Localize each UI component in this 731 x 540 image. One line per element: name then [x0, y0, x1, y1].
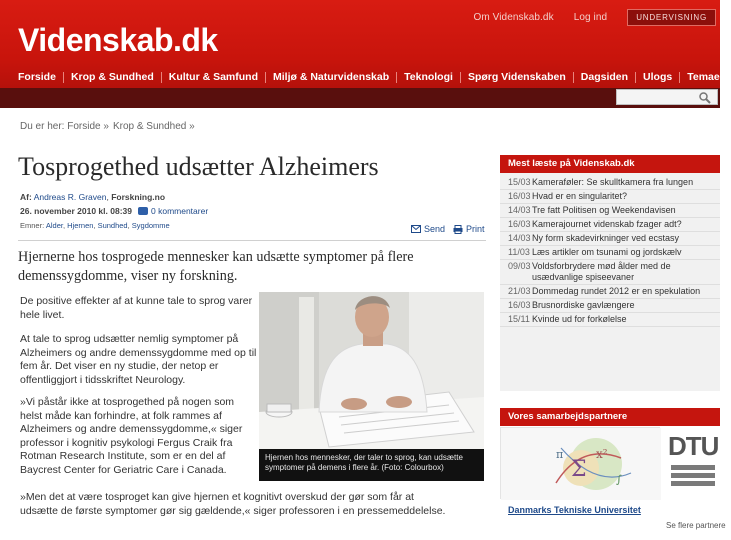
item-date: 09/03	[508, 261, 531, 271]
divider	[18, 240, 486, 241]
list-item[interactable]	[500, 313, 720, 327]
article-paragraph: »Men det at være tosproget kan give hjernen et kognitivt overskud der gør som får at udsætte de første symptomer gør sig gældende,« siger professoren i en pressemeddelelse.	[20, 491, 446, 517]
article-meta	[20, 206, 208, 216]
tag-link[interactable]: Sundhed	[97, 221, 128, 230]
about-link[interactable]: Om Videnskab.dk	[473, 11, 554, 23]
list-item[interactable]	[500, 204, 720, 218]
list-item[interactable]	[500, 299, 720, 313]
article-lede: Hjernerne hos tosprogede mennesker kan udsætte symptomer på flere demenssygdomme, viser ny forskning.	[18, 249, 414, 284]
search-input[interactable]	[616, 89, 718, 105]
photo-caption: Hjernen hos mennesker, der taler to sprog, kan udsætte symptomer på demens i flere år. (Foto: Colourbox)	[259, 449, 484, 481]
most-read-heading: Mest læste på Videnskab.dk	[500, 155, 720, 173]
breadcrumb-home[interactable]: Du er her: Forside »	[20, 121, 109, 132]
svg-text:x²: x²	[596, 447, 608, 461]
send-button[interactable]	[411, 224, 445, 234]
sidebar	[500, 155, 726, 530]
item-title[interactable]: Kvinde ud for forkølelse	[532, 314, 627, 324]
article-paragraph: »Vi påstår ikke at tosprogethed på nogen som helst måde kan forhindre, at folk rammes af Alzheimers og andre demenssygdomme,« siger professor i kognitiv psykologi Fergus Craik fra Rotman Research Institute, som er en del af Baycrest Center for Geriatric Care i Canada.	[20, 396, 243, 476]
item-title[interactable]: Dommedag rundet 2012 er en spekulation	[532, 286, 701, 296]
article-paragraph: At tale to sprog udsætter nemlig symptomer på Alzheimers og andre demenssygdomme med op til fem år. Det viser en ny studie, der netop er offentliggjort i tidsskriftet Neurology.	[20, 333, 257, 386]
comments-link[interactable]: 0 kommentarer	[151, 206, 209, 216]
top-bar	[473, 8, 720, 26]
byline: Af: Andreas R. Graven, Forskning.no	[20, 192, 166, 202]
logo-bar	[671, 481, 715, 486]
item-title[interactable]: Kamerajournet videnskab fzager adt?	[532, 219, 682, 229]
item-date: 21/03	[508, 286, 531, 296]
logo-bar	[671, 465, 715, 470]
item-date: 15/11	[508, 314, 530, 324]
more-partners-link[interactable]: Se flere partnere	[666, 521, 726, 530]
dtu-logo-text: DTU	[668, 431, 719, 461]
dtu-logo[interactable]	[668, 427, 720, 499]
nav-kultur-samfund[interactable]: Kultur & Samfund	[168, 71, 259, 83]
tags: Emner: Alder, Hjernen, Sundhed, Sygdomme	[20, 221, 170, 230]
envelope-icon	[411, 225, 421, 233]
item-title[interactable]: Voldsforbrydere mød ålder med de usædvanlige spiseevaner	[532, 261, 671, 282]
author-link[interactable]: Andreas R. Graven	[33, 192, 107, 202]
item-date: 11/03	[508, 247, 530, 257]
print-label: Print	[466, 224, 485, 234]
list-item[interactable]	[500, 232, 720, 246]
breadcrumb-section[interactable]: Krop & Sundhed »	[112, 121, 195, 132]
search-icon[interactable]	[698, 91, 712, 104]
list-item[interactable]	[500, 176, 720, 190]
partners-heading: Vores samarbejdspartnere	[500, 408, 720, 426]
item-date: 16/03	[508, 219, 531, 229]
list-item[interactable]	[500, 285, 720, 299]
svg-text:Σ: Σ	[571, 457, 587, 482]
print-button[interactable]	[453, 224, 485, 234]
site-header	[0, 0, 724, 108]
main-nav	[0, 69, 731, 85]
nav-forside[interactable]: Forside	[18, 71, 56, 83]
byline-prefix: Af:	[20, 192, 32, 202]
tag-link[interactable]: Hjernen	[67, 221, 94, 230]
list-item[interactable]	[500, 218, 720, 232]
nav-teknologi[interactable]: Teknologi	[404, 71, 453, 83]
article-date: 26. november 2010 kl. 08:39	[20, 206, 132, 216]
item-date: 15/03	[508, 177, 531, 187]
source-name: Forskning.no	[111, 192, 166, 202]
item-date: 14/03	[508, 233, 531, 243]
item-date: 14/03	[508, 205, 531, 215]
partner-link[interactable]: Danmarks Tekniske Universitet	[508, 505, 641, 515]
printer-icon	[453, 225, 463, 234]
item-title[interactable]: Brusnordiske gavlængere	[532, 300, 635, 310]
item-title[interactable]: Hvad er en singularitet?	[532, 191, 628, 201]
list-item[interactable]	[500, 260, 720, 285]
tag-link[interactable]: Alder	[45, 221, 63, 230]
nav-krop-sundhed[interactable]: Krop & Sundhed	[70, 71, 154, 83]
svg-text:∫: ∫	[616, 473, 622, 486]
breadcrumb	[20, 121, 199, 132]
article-paragraph: De positive effekter af at kunne tale to sprog varer hele livet.	[20, 295, 253, 321]
sub-nav-bar	[0, 88, 720, 108]
svg-text:π: π	[556, 448, 564, 461]
site-logo[interactable]: Videnskab.dk	[18, 22, 218, 58]
logo-bar	[671, 473, 715, 478]
item-date: 16/03	[508, 191, 531, 201]
nav-sporg-videnskaben[interactable]: Spørg Videnskaben	[467, 71, 566, 83]
most-read-list	[500, 173, 720, 391]
item-title[interactable]: Ny form skadevirkninger ved ecstasy	[532, 233, 680, 243]
teaching-button[interactable]: UNDERVISNING	[627, 9, 716, 26]
man-reading-papers-image	[259, 292, 484, 451]
item-title[interactable]: Tre fatt Politisen og Weekendavisen	[532, 205, 676, 215]
nav-temaer[interactable]: Temaer	[687, 71, 724, 83]
nav-miljo-naturvidenskab[interactable]: Miljø & Naturvidenskab	[273, 71, 390, 83]
login-link[interactable]: Log ind	[573, 11, 608, 23]
item-date: 16/03	[508, 300, 531, 310]
item-title[interactable]: Kameraføler: Se skulltkamera fra lungen	[532, 177, 694, 187]
item-title[interactable]: Læs artikler om tsunami og jordskælv	[532, 247, 682, 257]
list-item[interactable]	[500, 246, 720, 260]
math-symbols-image	[501, 428, 661, 500]
article-title: Tosprogethed udsætter Alzheimers	[18, 152, 379, 181]
nav-dagsiden[interactable]: Dagsiden	[580, 71, 629, 83]
article-tools	[411, 224, 493, 234]
partner-banner[interactable]	[500, 427, 660, 499]
comment-bubble-icon	[138, 207, 148, 215]
list-item[interactable]	[500, 190, 720, 204]
tag-link[interactable]: Sygdomme	[131, 221, 170, 230]
article-photo[interactable]	[259, 292, 484, 451]
nav-ulogs[interactable]: Ulogs	[643, 71, 673, 83]
tags-label: Emner:	[20, 221, 45, 230]
send-label: Send	[424, 224, 446, 234]
